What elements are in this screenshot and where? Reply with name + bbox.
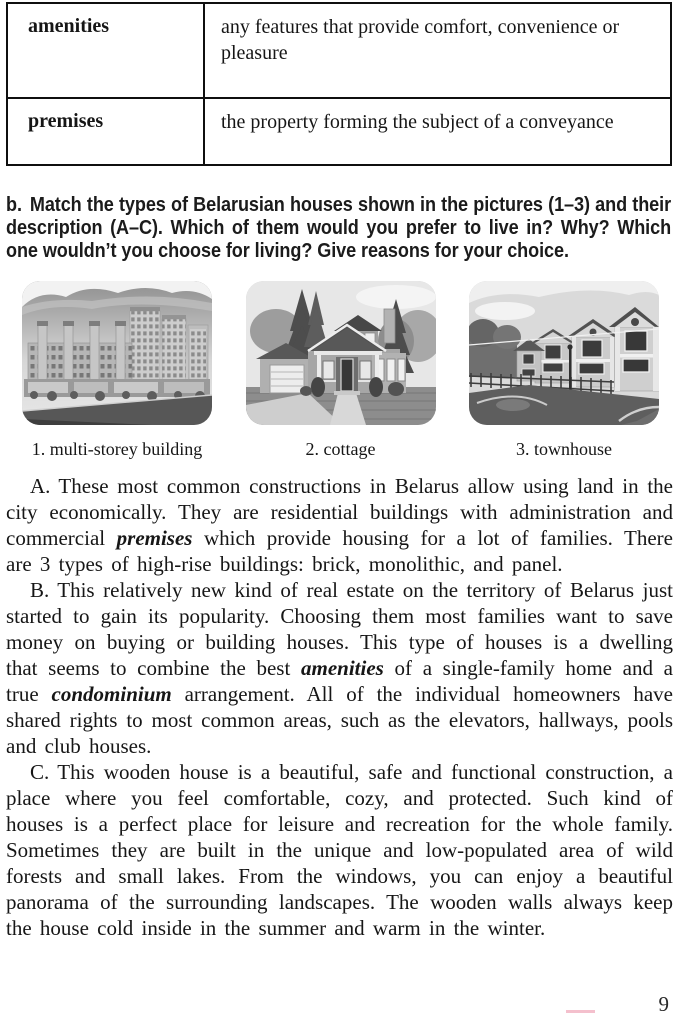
glossary-term: premises xyxy=(7,98,204,165)
picture-caption: 2. cottage xyxy=(305,439,376,459)
task-text: Match the types of Belarusian houses shown in the pictures (1–3) and their description (A–C). Which of them would you prefer to live in? Why? Which one wouldn’t you choose for living? Give reasons for your choice. xyxy=(6,193,672,262)
picture-figure xyxy=(469,281,659,460)
description-label: C. xyxy=(30,760,50,784)
description-text: This wooden house is a beautiful, safe and functional construction, a place where you feel comfortable, cozy, and protected. Such kind of houses is a perfect place for leisure and recreation for the whole family. Sometimes they are built in the unique and low-populated area of wild forests and small lakes. From the windows, you can enjoy a beautiful panorama of the surrounding landscapes. The wooden walls always keep the house cold inside in the summer and warm in the winter. xyxy=(6,760,673,940)
table-row xyxy=(7,3,671,98)
picture-caption: 1. multi-storey building xyxy=(31,439,203,459)
picture-figure xyxy=(246,281,436,460)
description-label: A. xyxy=(30,474,51,498)
pink-marker-dash xyxy=(566,1010,595,1013)
vocabulary-term: condominium xyxy=(51,682,172,706)
description-label: B. xyxy=(30,578,50,602)
description-text: of a single-family home and a true xyxy=(6,656,673,706)
task-label: b. xyxy=(6,193,22,216)
page-number: 9 xyxy=(658,992,669,1016)
townhouse-photo xyxy=(469,281,659,425)
glossary-definition: the property forming the subject of a conveyance xyxy=(204,98,671,165)
description-text: This relatively new kind of real estate on the territory of Belarus just started to gain its popularity. Choosing them most families want to save money on buying or building houses. This type of houses is a dwelling that seems to combine the best xyxy=(6,578,673,680)
description-text: which provide housing for a lot of families. There are 3 types of high-rise buildings: brick, monolithic, and panel. xyxy=(6,526,673,576)
glossary-definition: any features that provide comfort, convenience or pleasure xyxy=(204,3,671,98)
vocabulary-term: premises xyxy=(116,526,193,550)
glossary-term: amenities xyxy=(7,3,204,98)
cottage-photo xyxy=(246,281,436,425)
descriptions-section xyxy=(6,473,673,941)
description-paragraph-c xyxy=(6,759,673,941)
description-paragraph-a xyxy=(6,473,673,577)
table-row xyxy=(7,98,671,165)
picture-figure xyxy=(22,281,212,460)
description-text: arrangement. All of the individual homeowners have shared rights to most common areas, such as the elevators, hallways, pools and club houses. xyxy=(6,682,673,758)
vocabulary-term: amenities xyxy=(301,656,384,680)
task-instruction xyxy=(6,193,671,262)
glossary-table xyxy=(6,2,672,166)
description-text: These most common constructions in Belarus allow using land in the city economically. They are residential buildings with administration and commercial xyxy=(6,474,673,550)
description-paragraph-b xyxy=(6,577,673,759)
picture-caption: 3. townhouse xyxy=(516,439,612,459)
pictures-row xyxy=(6,281,673,460)
multi-storey-building-photo xyxy=(22,281,212,425)
